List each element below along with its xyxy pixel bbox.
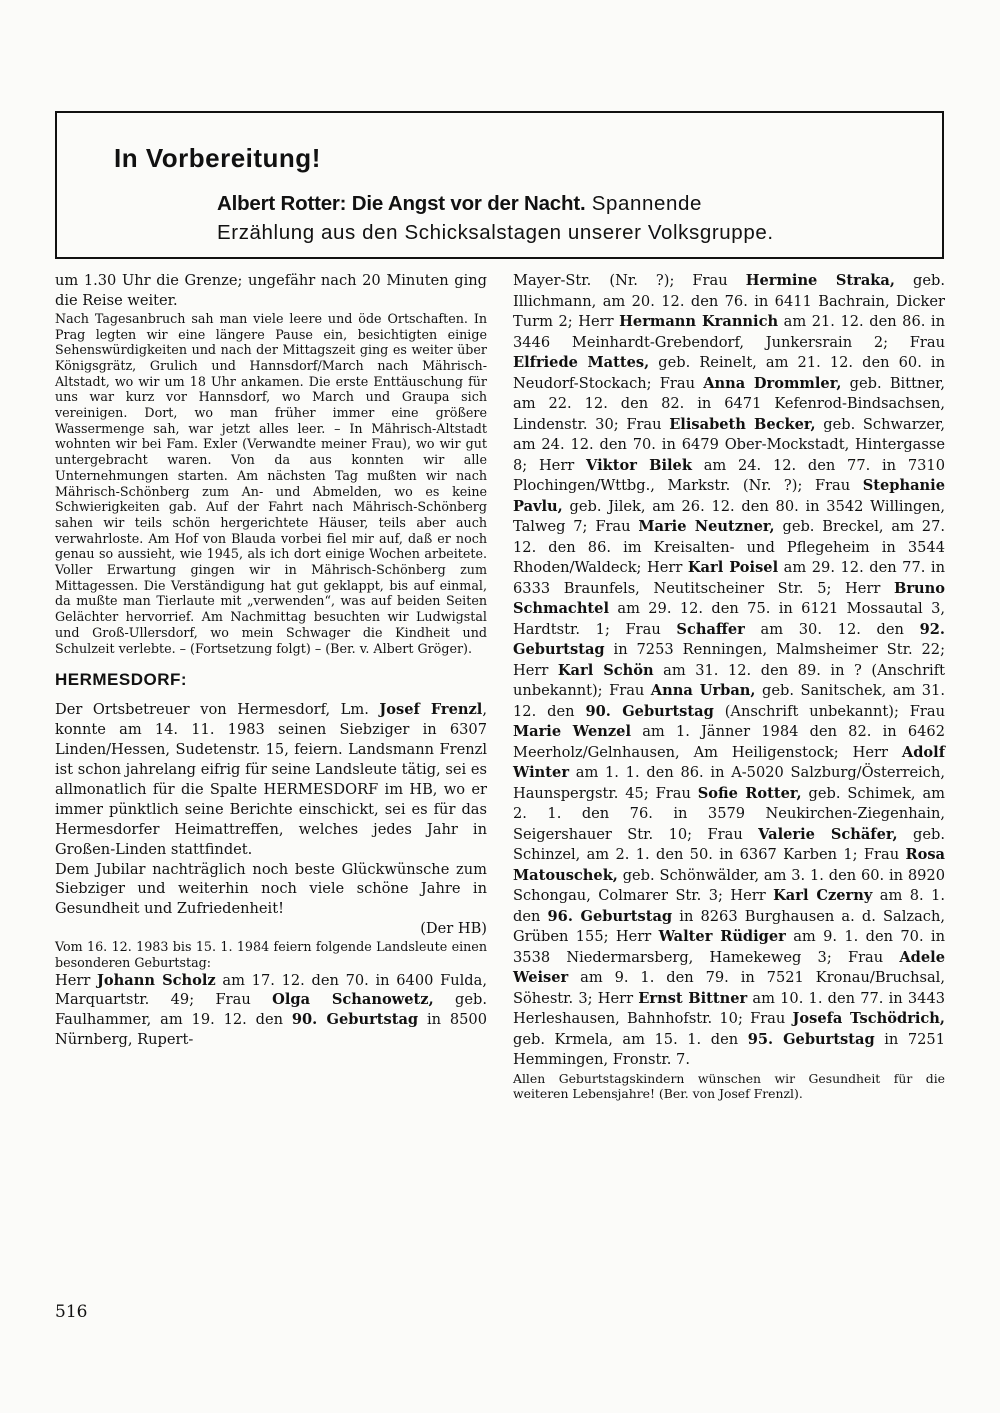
left-column [55,271,487,1050]
birthday-list: Mayer-Str. (Nr. ?); Frau Hermine Straka, geb. Illichmann, am 20. 12. den 76. in 6411 Bachrain, Dicker Turm 2; Herr Hermann Krannich am 21. 12. den 86. in 3446 Meinhardt-Grebendorf, Junkersrain 2; Frau Elfriede Mattes, geb. Reinelt, am 21. 12. den 60. in Neudorf-Stockach; Frau Anna Drommler, geb. Bittner, am 22. 12. den 82. in 6471 Kefenrod-Bindsachsen, Lindenstr. 30; Frau Elisabeth Becker, geb. Schwarzer, am 24. 12. den 70. in 6479 Ober-Mockstadt, Hintergasse 8; Herr Viktor Bilek am 24. 12. den 77. in 7310 Plochingen/Wttbg., Markstr. (Nr. ?); Frau Stephanie Pavlu, geb. Jilek, am 26. 12. den 80. in 3542 Willingen, Talweg 7; Frau Marie Neutzner, geb. Breckel, am 27. 12. den 86. im Kreisalten- und Pflegeheim in 3544 Rhoden/Waldeck; Herr Karl Poisel am 29. 12. den 77. in 6333 Braunfels, Neutitscheiner Str. 5; Herr Bruno Schmachtel am 29. 12. den 75. in 6121 Mossautal 3, Hardtstr. 1; Frau Schaffer am 30. 12. den 92. Geburtstag in 7253 Renningen, Malmsheimer Str. 22; Herr Karl Schön am 31. 12. den 89. in ? (Anschrift unbekannt); Frau Anna Urban, geb. Sanitschek, am 31. 12. den 90. Geburtstag (Anschrift unbekannt); Frau Marie Wenzel am 1. Jänner 1984 den 82. in 6462 Meerholz/Gelnhausen, Am Heiligenstock; Herr Adolf Winter am 1. 1. den 86. in A-5020 Salzburg/Österreich, Haunspergstr. 45; Frau Sofie Rotter, geb. Schimek, am 2. 1. den 76. in 3579 Neukirchen-Ziegenhain, Seigershauer Str. 10; Frau Valerie Schäfer, geb. Schinzel, am 2. 1. den 50. in 6367 Karben 1; Frau Rosa Matouschek, geb. Schönwälder, am 3. 1. den 60. in 8920 Schongau, Colmarer Str. 3; Herr Karl Czerny am 8. 1. den 96. Geburtstag in 8263 Burghausen a. d. Salzach, Grüben 155; Herr Walter Rüdiger am 9. 1. den 70. in 3538 Niedermarsberg, Hamekeweg 3; Frau Adele Weiser am 9. 1. den 79. in 7521 Kronau/Bruchsal, Söhestr. 3; Herr Ernst Bittner am 10. 1. den 77. in 3443 Herleshausen, Bahnhofstr. 10; Frau Josefa Tschödrich, geb. Krmela, am 15. 1. den 95. Geburtstag in 7251 Hemmingen, Fronstr. 7. [513,272,946,1068]
section-heading-hermesdorf: HERMESDORF: [55,670,188,690]
right-column [513,271,945,1102]
left-paragraph-1: um 1.30 Uhr die Grenze; ungefähr nach 20 Minuten ging die Reise weiter. [55,272,487,309]
page-number: 516 [55,1302,88,1322]
book-author-title: Albert Rotter: Die Angst vor der Nacht. [217,192,586,215]
name-bold: Josef Frenzl [379,701,483,719]
closing-wishes: Allen Geburtstagskindern wünschen wir Gesundheit für die weiteren Lebensjahre! (Ber. von Josef Frenzl). [513,1070,945,1102]
left-paragraph-2: Nach Tagesanbruch sah man viele leere und öde Ortschaften. In Prag legten wir eine längere Pause ein, besichtigten einige Sehenswürdigkeiten und nach der Mittagszeit ging es weiter über Königsgrätz, Grulich und Hannsdorf/March nach Mährisch-Altstadt, wo wir um 18 Uhr ankamen. Die erste Enttäuschung für uns war kurz vor Hannsdorf, wo March und Graupa sich vereinigen. Dort, wo man früher immer eine größere Wassermenge sah, war jetzt alles leer. – In Mährisch-Altstadt wohnten wir bei Fam. Exler (Verwandte meiner Frau), wo wir gut untergebracht waren. Von da aus konnten wir alle Unternehmungen starten. Am nächsten Tag mußten wir nach Mährisch-Schönberg zum An- und Abmelden, wo es keine Schwierigkeiten gab. Auf der Fahrt nach Mährisch-Schönberg sahen wir teils schön hergerichtete Häuser, teils aber auch verwahrloste. Am Hof von Blauda vorbei fiel mir auf, daß er noch genau so aussieht, wie 1945, als ich dort einige Wochen arbeitete. Voller Erwartung gingen wir in Mährisch-Schönberg zum Mittagessen. Die Verständigung hat gut geklappt, bis auf einmal, da mußte man Tierlaute mit „verwenden“, was auf beiden Seiten Gelächter hervorrief. Am Nachmittag besuchten wir Ludwigstal und Groß-Ullersdorf, wo mein Schwager die Kindheit und Schulzeit verlebte. – (Fortsetzung folgt) – (Ber. v. Albert Gröger). [55,310,487,656]
announcement-text-2: Erzählung aus den Schicksalstagen unserer Volksgruppe. [217,221,774,244]
left-paragraph-3: Der Ortsbetreuer von Hermesdorf, Lm. Josef Frenzl, konnte am 14. 11. 1983 seinen Siebziger in 6307 Linden/Hessen, Sudetenstr. 15, feiern. Landsmann Frenzl ist schon jahrelang eifrig für seine Landsleute tätig, sei es allmonatlich für die Spalte HERMESDORF im HB, wo er immer pünktlich seine Berichte einschickt, sei es für das Hermesdorfer Heimattreffen, welches jedes Jahr in Großen-Linden stattfindet. [55,701,487,858]
announcement-subtitle [217,189,917,247]
left-paragraph-6: Herr Johann Scholz am 17. 12. den 70. in 6400 Fulda, Marquartstr. 49; Frau Olga Schanowetz, geb. Faulhammer, am 19. 12. den 90. Geburtstag in 8500 Nürnberg, Rupert- [55,971,487,1049]
left-paragraph-5: Vom 16. 12. 1983 bis 15. 1. 1984 feiern folgende Landsleute einen besonderen Geburtstag: [55,939,487,970]
signature-der-hb: (Der HB) [420,920,487,938]
left-signature-row [55,919,487,939]
announcement-text-1: Spannende [591,192,703,215]
announcement-box [55,111,944,259]
left-paragraph-4: Dem Jubilar nachträglich noch beste Glückwünsche zum Siebziger und weiterhin noch viele schöne Jahre in Gesundheit und Zufriedenheit! [55,860,487,918]
announcement-title: In Vorbereitung! [114,143,321,173]
